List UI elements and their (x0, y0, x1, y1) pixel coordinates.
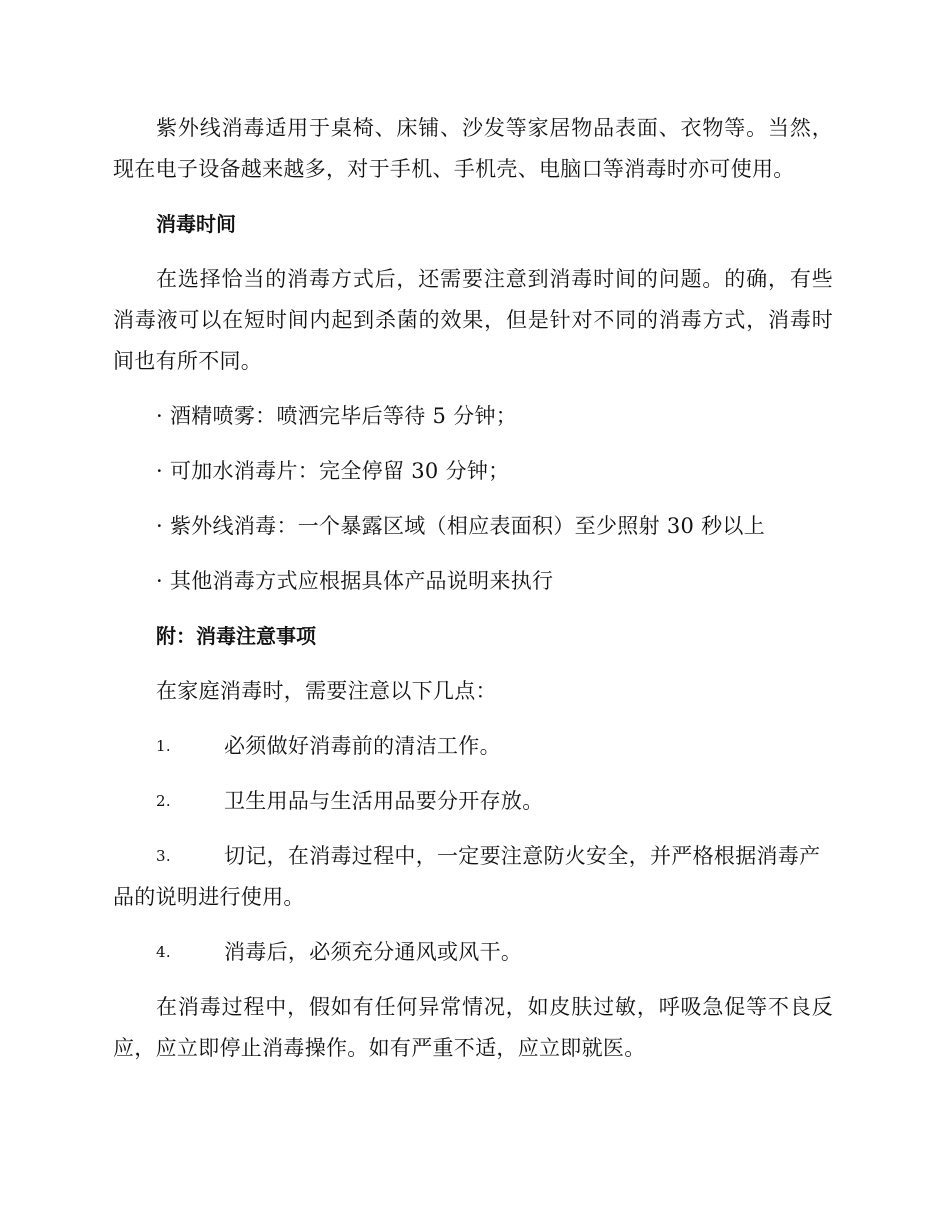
paragraph-time-intro: 在选择恰当的消毒方式后，还需要注意到消毒时间的问题。的确，有些消毒液可以在短时间内起到杀菌的效果，但是针对不同的消毒方式，消毒时间也有所不同。 (113, 267, 833, 373)
item-text-continued: 品的说明进行使用。 (113, 885, 305, 909)
item-text: 卫生用品与生活用品要分开存放。 (224, 789, 544, 813)
numbered-item (113, 836, 833, 918)
document-page (113, 108, 833, 1083)
paragraph-uv-usage: 紫外线消毒适用于桌椅、床铺、沙发等家居物品表面、衣物等。当然，现在电子设备越来越多，对于手机、手机壳、电脑口等消毒时亦可使用。 (113, 116, 833, 181)
item-number: 1. (156, 737, 171, 755)
numbered-item (113, 781, 833, 822)
bullet-item: · 酒精喷雾：喷洒完毕后等待 5 分钟； (156, 404, 518, 428)
item-text: 必须做好消毒前的清洁工作。 (224, 734, 501, 758)
item-text: 切记，在消毒过程中，一定要注意防火安全，并严格根据消毒产 (224, 844, 821, 868)
item-text: 消毒后，必须充分通风或风干。 (224, 940, 523, 964)
paragraph-notes-intro: 在家庭消毒时，需要注意以下几点： (156, 679, 497, 703)
heading-disinfection-time: 消毒时间 (156, 212, 236, 236)
paragraph-closing: 在消毒过程中，假如有任何异常情况，如皮肤过敏，呼吸急促等不良反应，应立即停止消毒操作。如有严重不适，应立即就医。 (113, 995, 833, 1060)
bullet-item: · 可加水消毒片：完全停留 30 分钟； (156, 459, 510, 483)
item-number: 2. (156, 792, 171, 810)
bullet-item: · 其他消毒方式应根据具体产品说明来执行 (156, 569, 554, 593)
heading-appendix: 附：消毒注意事项 (156, 624, 316, 648)
item-number: 4. (156, 943, 171, 961)
bullet-item: · 紫外线消毒：一个暴露区域（相应表面积）至少照射 30 秒以上 (156, 514, 766, 538)
numbered-item (113, 932, 833, 973)
item-number: 3. (156, 847, 171, 865)
numbered-item (113, 726, 833, 767)
